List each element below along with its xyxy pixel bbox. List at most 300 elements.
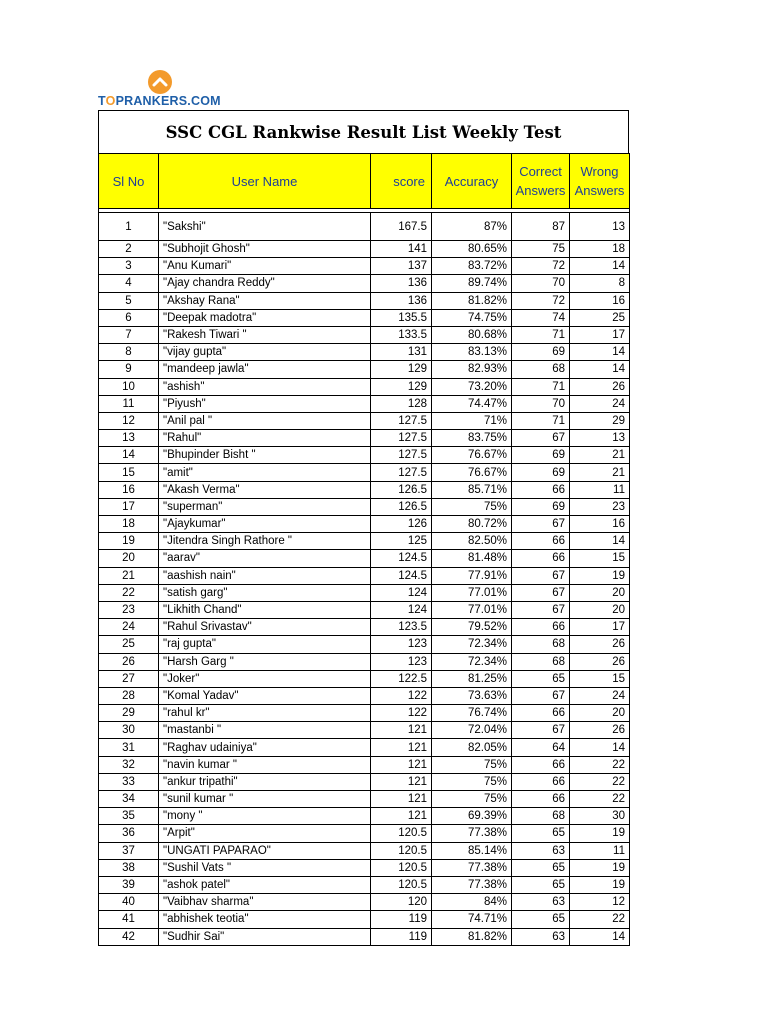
- cell-wrong: 20: [570, 705, 630, 722]
- cell-wrong: 26: [570, 636, 630, 653]
- cell-accuracy: 85.14%: [432, 842, 512, 859]
- col-header-sl-no: Sl No: [99, 154, 159, 209]
- cell-score: 137: [371, 258, 432, 275]
- cell-accuracy: 81.82%: [432, 292, 512, 309]
- cell-sl-no: 7: [99, 326, 159, 343]
- cell-sl-no: 23: [99, 601, 159, 618]
- cell-correct: 63: [512, 928, 570, 945]
- cell-accuracy: 80.68%: [432, 326, 512, 343]
- cell-sl-no: 42: [99, 928, 159, 945]
- table-row: [99, 464, 630, 481]
- cell-correct: 69: [512, 447, 570, 464]
- toprankers-logo[interactable]: [98, 68, 226, 110]
- cell-correct: 71: [512, 378, 570, 395]
- cell-score: 122: [371, 687, 432, 704]
- cell-wrong: 14: [570, 533, 630, 550]
- cell-correct: 66: [512, 619, 570, 636]
- table-row: [99, 722, 630, 739]
- cell-sl-no: 4: [99, 275, 159, 292]
- cell-accuracy: 79.52%: [432, 619, 512, 636]
- cell-score: 123: [371, 653, 432, 670]
- cell-score: 119: [371, 928, 432, 945]
- cell-score: 136: [371, 275, 432, 292]
- cell-user-name: "sunil kumar ": [159, 791, 371, 808]
- cell-score: 123: [371, 636, 432, 653]
- cell-user-name: "rahul kr": [159, 705, 371, 722]
- table-row: [99, 326, 630, 343]
- col-header-accuracy: Accuracy: [432, 154, 512, 209]
- cell-correct: 68: [512, 808, 570, 825]
- cell-sl-no: 36: [99, 825, 159, 842]
- cell-sl-no: 34: [99, 791, 159, 808]
- table-row: [99, 292, 630, 309]
- cell-wrong: 15: [570, 670, 630, 687]
- cell-wrong: 20: [570, 601, 630, 618]
- cell-accuracy: 82.05%: [432, 739, 512, 756]
- cell-accuracy: 77.01%: [432, 601, 512, 618]
- cell-accuracy: 83.13%: [432, 344, 512, 361]
- cell-accuracy: 72.34%: [432, 653, 512, 670]
- cell-accuracy: 76.67%: [432, 447, 512, 464]
- cell-user-name: "UNGATI PAPARAO": [159, 842, 371, 859]
- cell-correct: 70: [512, 275, 570, 292]
- cell-sl-no: 22: [99, 584, 159, 601]
- table-row: [99, 601, 630, 618]
- cell-correct: 66: [512, 791, 570, 808]
- cell-wrong: 20: [570, 584, 630, 601]
- cell-wrong: 21: [570, 447, 630, 464]
- results-body: [99, 213, 630, 946]
- header-row: [99, 154, 630, 209]
- table-row: [99, 395, 630, 412]
- cell-sl-no: 25: [99, 636, 159, 653]
- cell-correct: 66: [512, 533, 570, 550]
- cell-correct: 87: [512, 213, 570, 241]
- cell-user-name: "Anu Kumari": [159, 258, 371, 275]
- table-row: [99, 258, 630, 275]
- cell-user-name: "abhishek teotia": [159, 911, 371, 928]
- result-sheet: [98, 110, 629, 946]
- cell-sl-no: 19: [99, 533, 159, 550]
- cell-wrong: 13: [570, 213, 630, 241]
- cell-accuracy: 77.38%: [432, 859, 512, 876]
- cell-user-name: "Sudhir Sai": [159, 928, 371, 945]
- cell-correct: 70: [512, 395, 570, 412]
- cell-user-name: "Rahul Srivastav": [159, 619, 371, 636]
- cell-accuracy: 83.75%: [432, 430, 512, 447]
- cell-wrong: 22: [570, 911, 630, 928]
- cell-user-name: "Deepak madotra": [159, 309, 371, 326]
- table-row: [99, 859, 630, 876]
- cell-user-name: "navin kumar ": [159, 756, 371, 773]
- cell-user-name: "Piyush": [159, 395, 371, 412]
- table-row: [99, 756, 630, 773]
- cell-correct: 64: [512, 739, 570, 756]
- cell-wrong: 13: [570, 430, 630, 447]
- cell-wrong: 17: [570, 326, 630, 343]
- cell-wrong: 29: [570, 412, 630, 429]
- cell-correct: 65: [512, 670, 570, 687]
- table-row: [99, 241, 630, 258]
- cell-score: 126: [371, 516, 432, 533]
- cell-correct: 65: [512, 825, 570, 842]
- cell-accuracy: 75%: [432, 791, 512, 808]
- cell-correct: 71: [512, 412, 570, 429]
- cell-score: 119: [371, 911, 432, 928]
- cell-correct: 66: [512, 756, 570, 773]
- cell-correct: 68: [512, 636, 570, 653]
- cell-sl-no: 37: [99, 842, 159, 859]
- cell-user-name: "Ajay chandra Reddy": [159, 275, 371, 292]
- cell-correct: 66: [512, 481, 570, 498]
- table-row: [99, 739, 630, 756]
- cell-correct: 67: [512, 430, 570, 447]
- cell-user-name: "Rakesh Tiwari ": [159, 326, 371, 343]
- cell-correct: 67: [512, 687, 570, 704]
- cell-score: 121: [371, 773, 432, 790]
- cell-correct: 63: [512, 894, 570, 911]
- cell-wrong: 23: [570, 498, 630, 515]
- cell-sl-no: 40: [99, 894, 159, 911]
- table-row: [99, 498, 630, 515]
- cell-user-name: "Anil pal ": [159, 412, 371, 429]
- cell-user-name: "mony ": [159, 808, 371, 825]
- cell-score: 120.5: [371, 876, 432, 893]
- cell-score: 123.5: [371, 619, 432, 636]
- cell-sl-no: 5: [99, 292, 159, 309]
- cell-score: 131: [371, 344, 432, 361]
- cell-wrong: 14: [570, 739, 630, 756]
- cell-correct: 69: [512, 498, 570, 515]
- cell-correct: 65: [512, 911, 570, 928]
- cell-score: 124.5: [371, 550, 432, 567]
- cell-sl-no: 24: [99, 619, 159, 636]
- cell-wrong: 11: [570, 481, 630, 498]
- cell-sl-no: 32: [99, 756, 159, 773]
- cell-correct: 72: [512, 292, 570, 309]
- cell-correct: 69: [512, 464, 570, 481]
- table-row: [99, 516, 630, 533]
- cell-correct: 65: [512, 859, 570, 876]
- cell-user-name: "Akash Verma": [159, 481, 371, 498]
- cell-wrong: 14: [570, 258, 630, 275]
- table-row: [99, 653, 630, 670]
- table-row: [99, 550, 630, 567]
- table-row: [99, 808, 630, 825]
- cell-accuracy: 76.74%: [432, 705, 512, 722]
- cell-score: 121: [371, 722, 432, 739]
- logo-chevron-icon: [148, 70, 172, 94]
- cell-accuracy: 76.67%: [432, 464, 512, 481]
- cell-accuracy: 73.63%: [432, 687, 512, 704]
- cell-user-name: "Sakshi": [159, 213, 371, 241]
- table-row: [99, 275, 630, 292]
- cell-user-name: "ashish": [159, 378, 371, 395]
- table-row: [99, 378, 630, 395]
- cell-wrong: 22: [570, 756, 630, 773]
- cell-correct: 63: [512, 842, 570, 859]
- cell-wrong: 14: [570, 344, 630, 361]
- cell-sl-no: 18: [99, 516, 159, 533]
- cell-score: 126.5: [371, 498, 432, 515]
- cell-wrong: 26: [570, 653, 630, 670]
- table-row: [99, 430, 630, 447]
- cell-user-name: "satish garg": [159, 584, 371, 601]
- cell-sl-no: 33: [99, 773, 159, 790]
- cell-wrong: 19: [570, 567, 630, 584]
- cell-score: 126.5: [371, 481, 432, 498]
- cell-score: 122.5: [371, 670, 432, 687]
- table-row: [99, 412, 630, 429]
- cell-sl-no: 1: [99, 213, 159, 241]
- cell-sl-no: 9: [99, 361, 159, 378]
- cell-accuracy: 74.47%: [432, 395, 512, 412]
- cell-wrong: 25: [570, 309, 630, 326]
- cell-accuracy: 77.38%: [432, 876, 512, 893]
- cell-accuracy: 75%: [432, 773, 512, 790]
- cell-sl-no: 10: [99, 378, 159, 395]
- cell-sl-no: 21: [99, 567, 159, 584]
- cell-accuracy: 69.39%: [432, 808, 512, 825]
- cell-sl-no: 12: [99, 412, 159, 429]
- table-row: [99, 309, 630, 326]
- logo-text: TOPRANKERS.COM: [98, 94, 221, 108]
- table-row: [99, 894, 630, 911]
- cell-accuracy: 81.82%: [432, 928, 512, 945]
- cell-user-name: "aarav": [159, 550, 371, 567]
- table-row: [99, 825, 630, 842]
- cell-wrong: 21: [570, 464, 630, 481]
- table-row: [99, 481, 630, 498]
- cell-score: 133.5: [371, 326, 432, 343]
- cell-score: 124: [371, 601, 432, 618]
- cell-score: 128: [371, 395, 432, 412]
- cell-user-name: "Sushil Vats ": [159, 859, 371, 876]
- cell-accuracy: 81.48%: [432, 550, 512, 567]
- cell-wrong: 15: [570, 550, 630, 567]
- cell-user-name: "Arpit": [159, 825, 371, 842]
- cell-sl-no: 30: [99, 722, 159, 739]
- cell-user-name: "ashok patel": [159, 876, 371, 893]
- cell-score: 120: [371, 894, 432, 911]
- cell-user-name: "superman": [159, 498, 371, 515]
- cell-user-name: "Akshay Rana": [159, 292, 371, 309]
- cell-sl-no: 28: [99, 687, 159, 704]
- cell-user-name: "Raghav udainiya": [159, 739, 371, 756]
- cell-sl-no: 13: [99, 430, 159, 447]
- table-row: [99, 911, 630, 928]
- table-row: [99, 533, 630, 550]
- cell-correct: 68: [512, 653, 570, 670]
- page-title: SSC CGL Rankwise Result List Weekly Test: [98, 110, 629, 153]
- cell-score: 167.5: [371, 213, 432, 241]
- cell-correct: 67: [512, 722, 570, 739]
- cell-correct: 65: [512, 876, 570, 893]
- cell-correct: 66: [512, 705, 570, 722]
- table-row: [99, 773, 630, 790]
- col-header-wrong: Wrong Answers: [570, 154, 630, 209]
- cell-accuracy: 81.25%: [432, 670, 512, 687]
- cell-accuracy: 83.72%: [432, 258, 512, 275]
- cell-accuracy: 75%: [432, 756, 512, 773]
- cell-score: 121: [371, 808, 432, 825]
- table-row: [99, 213, 630, 241]
- cell-user-name: "Vaibhav sharma": [159, 894, 371, 911]
- cell-accuracy: 77.38%: [432, 825, 512, 842]
- cell-sl-no: 27: [99, 670, 159, 687]
- cell-score: 124: [371, 584, 432, 601]
- cell-wrong: 24: [570, 687, 630, 704]
- cell-sl-no: 38: [99, 859, 159, 876]
- results-table: [98, 153, 630, 946]
- cell-score: 135.5: [371, 309, 432, 326]
- cell-accuracy: 73.20%: [432, 378, 512, 395]
- table-row: [99, 447, 630, 464]
- cell-score: 120.5: [371, 842, 432, 859]
- cell-sl-no: 3: [99, 258, 159, 275]
- cell-score: 136: [371, 292, 432, 309]
- cell-wrong: 17: [570, 619, 630, 636]
- cell-user-name: "vijay gupta": [159, 344, 371, 361]
- cell-wrong: 19: [570, 876, 630, 893]
- cell-accuracy: 77.01%: [432, 584, 512, 601]
- cell-score: 121: [371, 791, 432, 808]
- cell-accuracy: 71%: [432, 412, 512, 429]
- cell-accuracy: 87%: [432, 213, 512, 241]
- cell-score: 121: [371, 739, 432, 756]
- cell-wrong: 16: [570, 516, 630, 533]
- cell-user-name: "Jitendra Singh Rathore ": [159, 533, 371, 550]
- cell-wrong: 22: [570, 791, 630, 808]
- cell-wrong: 8: [570, 275, 630, 292]
- table-row: [99, 636, 630, 653]
- cell-score: 125: [371, 533, 432, 550]
- table-row: [99, 619, 630, 636]
- cell-accuracy: 74.75%: [432, 309, 512, 326]
- table-row: [99, 928, 630, 945]
- cell-accuracy: 75%: [432, 498, 512, 515]
- cell-sl-no: 31: [99, 739, 159, 756]
- cell-user-name: "mastanbi ": [159, 722, 371, 739]
- table-row: [99, 670, 630, 687]
- cell-score: 127.5: [371, 430, 432, 447]
- cell-score: 122: [371, 705, 432, 722]
- cell-correct: 67: [512, 516, 570, 533]
- cell-score: 120.5: [371, 825, 432, 842]
- col-header-score: score: [371, 154, 432, 209]
- cell-wrong: 26: [570, 722, 630, 739]
- cell-sl-no: 14: [99, 447, 159, 464]
- cell-wrong: 14: [570, 928, 630, 945]
- cell-wrong: 18: [570, 241, 630, 258]
- cell-sl-no: 2: [99, 241, 159, 258]
- cell-user-name: "Bhupinder Bisht ": [159, 447, 371, 464]
- cell-score: 124.5: [371, 567, 432, 584]
- cell-correct: 66: [512, 773, 570, 790]
- cell-user-name: "Ajaykumar": [159, 516, 371, 533]
- cell-wrong: 26: [570, 378, 630, 395]
- cell-user-name: "Rahul": [159, 430, 371, 447]
- cell-user-name: "Likhith Chand": [159, 601, 371, 618]
- cell-user-name: "aashish nain": [159, 567, 371, 584]
- cell-wrong: 11: [570, 842, 630, 859]
- cell-sl-no: 15: [99, 464, 159, 481]
- cell-wrong: 12: [570, 894, 630, 911]
- cell-correct: 69: [512, 344, 570, 361]
- cell-correct: 71: [512, 326, 570, 343]
- cell-accuracy: 85.71%: [432, 481, 512, 498]
- cell-user-name: "Subhojit Ghosh": [159, 241, 371, 258]
- cell-accuracy: 77.91%: [432, 567, 512, 584]
- cell-accuracy: 89.74%: [432, 275, 512, 292]
- cell-sl-no: 17: [99, 498, 159, 515]
- col-header-correct: Correct Answers: [512, 154, 570, 209]
- cell-correct: 72: [512, 258, 570, 275]
- cell-accuracy: 82.50%: [432, 533, 512, 550]
- cell-sl-no: 39: [99, 876, 159, 893]
- cell-accuracy: 80.72%: [432, 516, 512, 533]
- cell-score: 127.5: [371, 412, 432, 429]
- cell-correct: 66: [512, 550, 570, 567]
- cell-sl-no: 20: [99, 550, 159, 567]
- cell-wrong: 30: [570, 808, 630, 825]
- cell-score: 141: [371, 241, 432, 258]
- cell-sl-no: 41: [99, 911, 159, 928]
- table-row: [99, 791, 630, 808]
- cell-sl-no: 35: [99, 808, 159, 825]
- cell-user-name: "ankur tripathi": [159, 773, 371, 790]
- cell-correct: 75: [512, 241, 570, 258]
- cell-sl-no: 8: [99, 344, 159, 361]
- table-row: [99, 361, 630, 378]
- cell-wrong: 22: [570, 773, 630, 790]
- cell-score: 129: [371, 361, 432, 378]
- cell-accuracy: 82.93%: [432, 361, 512, 378]
- cell-correct: 67: [512, 584, 570, 601]
- cell-correct: 68: [512, 361, 570, 378]
- cell-user-name: "Joker": [159, 670, 371, 687]
- cell-correct: 67: [512, 601, 570, 618]
- cell-sl-no: 16: [99, 481, 159, 498]
- cell-accuracy: 80.65%: [432, 241, 512, 258]
- table-row: [99, 842, 630, 859]
- cell-correct: 67: [512, 567, 570, 584]
- cell-correct: 74: [512, 309, 570, 326]
- cell-user-name: "amit": [159, 464, 371, 481]
- cell-wrong: 14: [570, 361, 630, 378]
- table-row: [99, 584, 630, 601]
- cell-score: 120.5: [371, 859, 432, 876]
- cell-sl-no: 29: [99, 705, 159, 722]
- cell-sl-no: 11: [99, 395, 159, 412]
- cell-score: 121: [371, 756, 432, 773]
- cell-user-name: "raj gupta": [159, 636, 371, 653]
- cell-wrong: 19: [570, 825, 630, 842]
- table-row: [99, 705, 630, 722]
- cell-score: 127.5: [371, 464, 432, 481]
- cell-accuracy: 72.34%: [432, 636, 512, 653]
- cell-sl-no: 26: [99, 653, 159, 670]
- cell-user-name: "Harsh Garg ": [159, 653, 371, 670]
- cell-sl-no: 6: [99, 309, 159, 326]
- cell-user-name: "Komal Yadav": [159, 687, 371, 704]
- table-row: [99, 567, 630, 584]
- table-row: [99, 344, 630, 361]
- cell-score: 129: [371, 378, 432, 395]
- cell-accuracy: 72.04%: [432, 722, 512, 739]
- cell-accuracy: 74.71%: [432, 911, 512, 928]
- cell-wrong: 19: [570, 859, 630, 876]
